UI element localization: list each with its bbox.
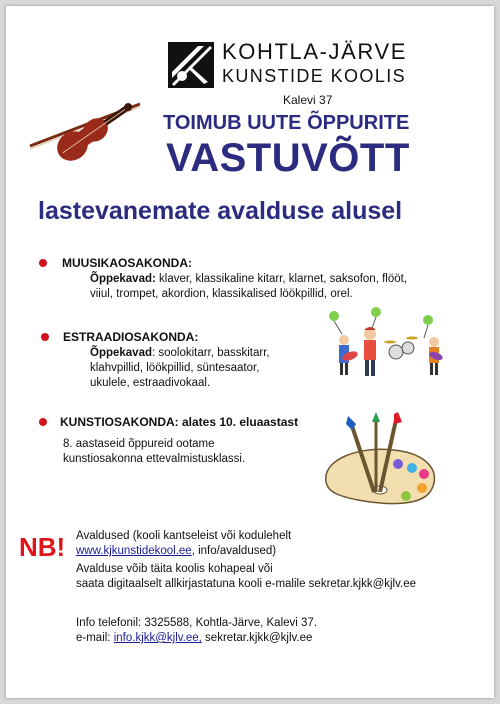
- notice-text-2: [76, 562, 416, 592]
- palette-icon: [318, 412, 446, 512]
- school-name-line1: KOHTLA-JÄRVE: [222, 39, 408, 64]
- headline-line3: lastevanemate avalduse alusel: [38, 197, 403, 225]
- nb-label: NB!: [19, 532, 66, 562]
- art-prep-line2: kunstiosakonna ettevalmistusklassi.: [63, 453, 246, 465]
- music-department-title: MUUSIKAOSAKONDA:: [62, 256, 192, 270]
- notice-text: [76, 529, 291, 559]
- pop-curricula-label: Õppekavad: [90, 347, 152, 359]
- pop-curricula: [90, 346, 270, 391]
- contact-block: [76, 616, 317, 646]
- pop-department-title: ESTRAADIOSAKONDA:: [63, 330, 199, 344]
- school-name-line2: KUNSTIDE KOOLIS: [222, 66, 407, 86]
- website-link[interactable]: www.kjkunstidekool.ee: [76, 545, 192, 557]
- school-address: Kalevi 37: [283, 93, 333, 107]
- notice-line3: Avalduse võib täita koolis kohapeal või: [76, 563, 273, 575]
- notice-line4: saata digitaalselt allkirjastatuna kooli e-malile sekretar.kjkk@kjlv.ee: [76, 578, 416, 590]
- contact-phone: Info telefonil: 3325588, Kohtla-Järve, Kalevi 37.: [76, 617, 318, 629]
- pop-curricula-line2: klahvpillid, löökpillid, süntesaator,: [90, 362, 260, 374]
- art-prep-text: [63, 437, 245, 467]
- pop-curricula-line1: : soolokitarr, basskitarr,: [152, 347, 270, 359]
- music-curricula-line1: klaver, klassikaline kitarr, klarnet, saksofon, flööt,: [155, 273, 408, 285]
- email-link-info[interactable]: info.kjkk@kjlv.ee,: [113, 632, 202, 644]
- contact-email-prefix: e-mail:: [76, 632, 114, 644]
- pop-curricula-line3: ukulele, estraadivokaal.: [90, 377, 211, 389]
- bullet-music: [39, 259, 47, 267]
- headline-line2: VASTUVÕTT: [166, 136, 410, 180]
- contact-email-rest: sekretar.kjkk@kjlv.ee: [201, 632, 313, 644]
- band-icon: [324, 306, 449, 382]
- notice-line2-rest: , info/avaldused): [191, 545, 277, 557]
- violin-icon: [22, 92, 147, 172]
- music-curricula: [90, 272, 407, 302]
- headline-line1: TOIMUB UUTE ÕPPURITE: [163, 112, 410, 134]
- palette-brush-logo-icon: [168, 42, 214, 88]
- bullet-art: [39, 418, 47, 426]
- art-department-title: KUNSTIOSAKONDA: alates 10. eluaastast: [60, 415, 299, 429]
- music-curricula-line2: viiul, trompet, akordion, klassikalised löökpillid, orel.: [90, 288, 353, 300]
- notice-line1: Avaldused (kooli kantseleist või kodulehelt: [76, 530, 292, 542]
- music-curricula-label: Õppekavad:: [90, 273, 156, 285]
- bullet-pop: [41, 333, 49, 341]
- art-prep-line1: 8. aastaseid õppureid ootame: [63, 438, 215, 450]
